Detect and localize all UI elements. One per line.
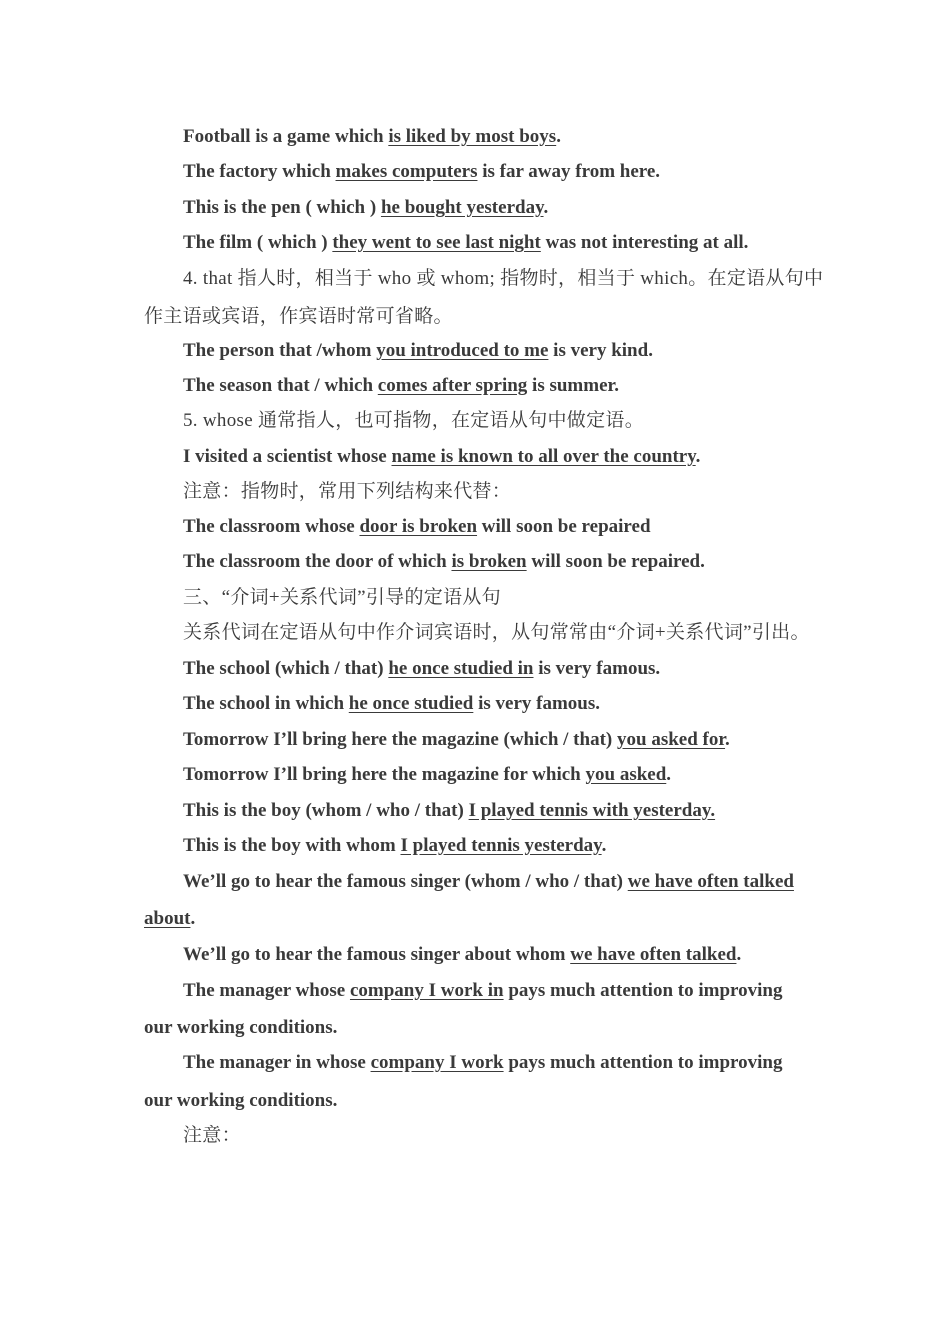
underlined-phrase: they went to see last night: [332, 232, 541, 253]
text-line: The school in which he once studied is very famous.: [183, 693, 600, 714]
underlined-phrase: he bought yesterday: [380, 197, 544, 218]
underlined-phrase: he once studied in: [388, 658, 534, 679]
underlined-phrase: name is known to all over the country: [391, 446, 696, 467]
section-heading-that: 4. that 指人时，相当于 who 或 whom; 指物时，相当于 which。在定语从句中: [183, 268, 824, 289]
text-line: The season that / which comes after spring is summer.: [183, 375, 619, 396]
text-line-continued: our working conditions.: [144, 1017, 338, 1038]
text-line: The school (which / that) he once studied in is very famous.: [183, 658, 661, 679]
underlined-phrase: door is broken: [359, 516, 478, 537]
text-line: This is the boy (whom / who / that) I played tennis with yesterday.: [183, 800, 716, 821]
underlined-phrase: we have often talked: [570, 944, 737, 965]
text-line: The classroom whose door is broken will soon be repaired: [183, 516, 651, 537]
underlined-phrase: he once studied: [348, 693, 474, 714]
text-line-continued: about.: [144, 908, 196, 929]
underlined-phrase: makes computers: [335, 161, 478, 182]
text-line: We’ll go to hear the famous singer (whom / who / that) we have often talked: [183, 871, 794, 892]
underlined-phrase: comes after spring: [377, 375, 528, 396]
underlined-phrase: we have often talked: [627, 871, 794, 892]
note-line: 注意：: [183, 1125, 241, 1146]
text-line: I visited a scientist whose name is known to all over the country.: [183, 446, 701, 467]
underlined-phrase: company I work in: [349, 980, 504, 1001]
text-line: This is the pen ( which ) he bought yesterday.: [183, 197, 549, 218]
text-line: Tomorrow I’ll bring here the magazine for which you asked.: [183, 764, 672, 785]
underlined-phrase: is liked by most boys: [388, 126, 557, 147]
text-line: The film ( which ) they went to see last night was not interesting at all.: [183, 232, 749, 253]
section-heading-preposition: 三、“介词+关系代词”引导的定语从句: [183, 587, 501, 608]
text-line: This is the boy with whom I played tennis yesterday.: [183, 835, 607, 856]
underlined-phrase: I played tennis yesterday: [400, 835, 602, 856]
text-line: Tomorrow I’ll bring here the magazine (which / that) you asked for.: [183, 729, 730, 750]
text-line: The manager in whose company I work pays much attention to improving: [183, 1052, 783, 1073]
text-line-continued: 作主语或宾语，作宾语时常可省略。: [144, 306, 453, 327]
text-line: The person that /whom you introduced to me is very kind.: [183, 340, 653, 361]
underlined-phrase: I played tennis with yesterday.: [468, 800, 716, 821]
underlined-phrase: company I work: [370, 1052, 504, 1073]
text-line: 关系代词在定语从句中作介词宾语时，从句常常由“介词+关系代词”引出。: [183, 622, 810, 643]
section-heading-whose: 5. whose 通常指人，也可指物，在定语从句中做定语。: [183, 410, 644, 431]
text-line: The classroom the door of which is broken will soon be repaired.: [183, 551, 705, 572]
note-line: 注意：指物时，常用下列结构来代替：: [183, 481, 512, 502]
underlined-phrase: about: [144, 908, 191, 929]
underlined-phrase: is broken: [451, 551, 527, 572]
text-line: The manager whose company I work in pays much attention to improving: [183, 980, 783, 1001]
text-line: We’ll go to hear the famous singer about whom we have often talked.: [183, 944, 742, 965]
text-line: The factory which makes computers is far away from here.: [183, 161, 661, 182]
underlined-phrase: you asked for: [617, 729, 726, 750]
underlined-phrase: you asked: [585, 764, 667, 785]
text-line-continued: our working conditions.: [144, 1090, 338, 1111]
underlined-phrase: you introduced to me: [376, 340, 549, 361]
text-line: Football is a game which is liked by most boys.: [183, 126, 561, 147]
